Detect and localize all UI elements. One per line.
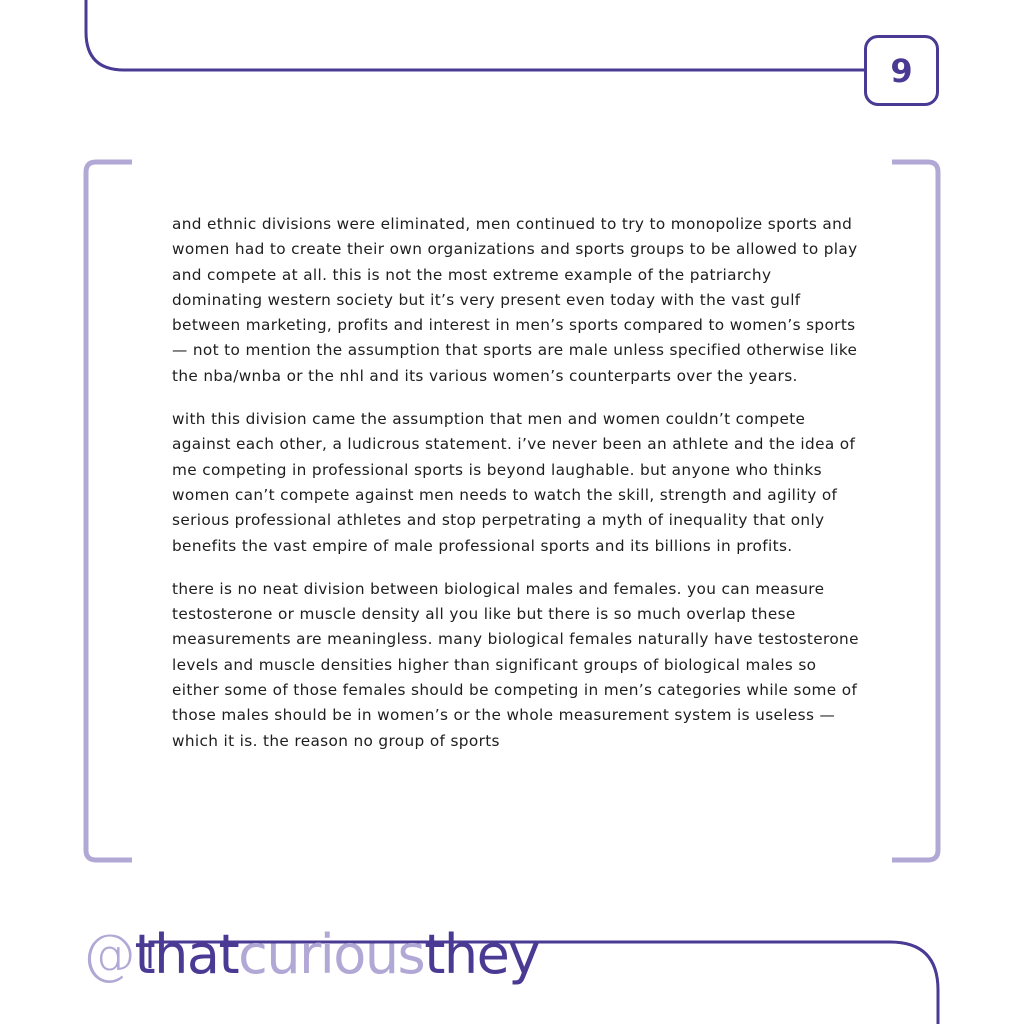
right-bracket [892,162,938,860]
handle-word-that: that [134,923,239,986]
body-text [172,212,862,772]
top-connector-line [86,0,864,70]
paragraph: and ethnic divisions were eliminated, men continued to try to monopolize sports and women had to create their own organizations and sports groups to be allowed to play and compete at all. this is not the most extreme example of the patriarchy dominating western society but it’s very present even today with the vast gulf between marketing, profits and interest in men’s sports compared to women’s sports — not to mention the assumption that sports are male unless specified otherwise like the nba/wnba or the nhl and its various women’s counterparts over the years. [172,215,858,385]
handle-word-curious: curious [238,923,425,986]
handle-word-they: they [424,923,539,986]
paragraph: with this division came the assumption that men and women couldn’t compete against each other, a ludicrous statement. i’ve never been an athlete and the idea of me competing in professional sports is beyond laughable. but anyone who thinks women can’t compete against men needs to watch the skill, strength and agility of serious professional athletes and stop perpetrating a myth of inequality that only benefits the vast empire of male professional sports and its billions in profits. [172,410,856,555]
at-symbol: @ [82,923,135,986]
page-number: 9 [864,35,939,106]
brand-handle [82,910,539,1000]
left-bracket [86,162,132,860]
paragraph: there is no neat division between biological males and females. you can measure testosterone or muscle density all you like but there is so much overlap these measurements are meaningless. many biological females naturally have testosterone levels and muscle densities higher than significant groups of biological males so either some of those females should be competing in men’s categories while some of those males should be in women’s or the whole measurement system is useless — which it is. the reason no group of sports [172,579,859,750]
